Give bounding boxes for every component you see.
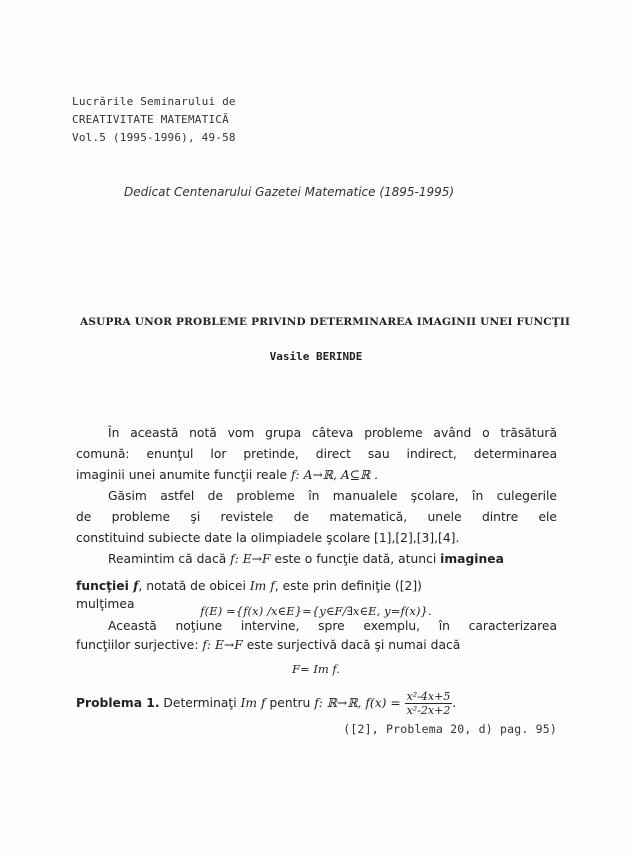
p4-line2-math: f: E→F [202,638,243,652]
header-series: Lucrările Seminarului de [72,95,236,108]
p1-line3-end: . [370,468,379,482]
paper-title: ASUPRA UNOR PROBLEME PRIVIND DETERMINAREA IMAGINII UNEI FUNCŢII [80,316,571,328]
p4-line2-b: este surjectivă dacă şi numai dacă [242,638,461,652]
problem-1-source: ([2], Problema 20, d) pag. 95) [343,722,557,736]
problem-1-imf: Im f [240,696,266,710]
p1-line3 [76,468,557,482]
p4-line1: Această noţiune intervine, spre exemplu, în caracterizarea [108,619,557,633]
dedication: Dedicat Centenarului Gazetei Matematice (1895-1995) [124,185,455,199]
p3-line3: mulţimea [76,597,135,611]
problem-1-text-a: Determinaţi [159,696,241,710]
p3-line2-a: , notată de obicei [138,579,250,593]
problem-1-label: Problema 1. [76,696,160,710]
header-volume: Vol.5 (1995-1996), 49-58 [72,131,236,144]
p1-line1: În această notă vom grupa câteva probleme având o trăsătură [108,426,557,440]
p3-line2-b: , este prin definiţie ([2]) [274,579,422,593]
problem-1-func: f: ℝ→ℝ, f(x) = [314,696,401,710]
p4-line2-a: funcţiilor surjective: [76,638,203,652]
p2-line1: Găsim astfel de probleme în manualele şcolare, în culegerile [108,489,557,503]
p3-line2-bold: funcţiei [76,579,134,593]
p2-line2: de probleme şi revistele de matematică, unele dintre ele [76,510,557,524]
formula-surjective: F= Im f. [292,662,340,676]
p3-line1-a: Reamintim că dacă [108,552,231,566]
problem-1-text-b: pentru [265,696,315,710]
formula-image-definition: f(E) ={f(x) /x∈E}={y∈F/∃x∈E, y=f(x)}. [200,604,432,618]
p3-line1-math: f: E→F [230,552,271,566]
p1-line3-math: f: A→ℝ, A⊆ℝ [291,468,371,482]
p3-line2-f: f [133,578,139,593]
p4-line2 [76,638,557,652]
p1-line3-text: imaginii unei anumite funcţii reale [76,468,291,482]
header-journal: CREATIVITATE MATEMATICĂ [72,113,229,126]
problem-1-fraction [405,690,453,717]
fraction-denominator: x²-2x+2 [406,704,451,717]
author: Vasile BERINDE [269,350,363,363]
p3-line1 [108,552,557,566]
p3-line2-math: Im f [249,579,275,593]
p3-line1-b: este o funcţie dată, atunci [270,552,441,566]
p1-line2: comună: enunţul lor pretinde, direct sau indirect, determinarea [76,447,557,461]
problem-1 [76,690,456,716]
problem-1-end: . [452,696,457,710]
p3-line2 [76,578,557,593]
p3-line1-bold: imaginea [440,552,504,566]
fraction-numerator: x²-4x+5 [406,690,451,703]
p2-line3: constituind subiecte date la olimpiadele şcolare [1],[2],[3],[4]. [76,531,460,545]
